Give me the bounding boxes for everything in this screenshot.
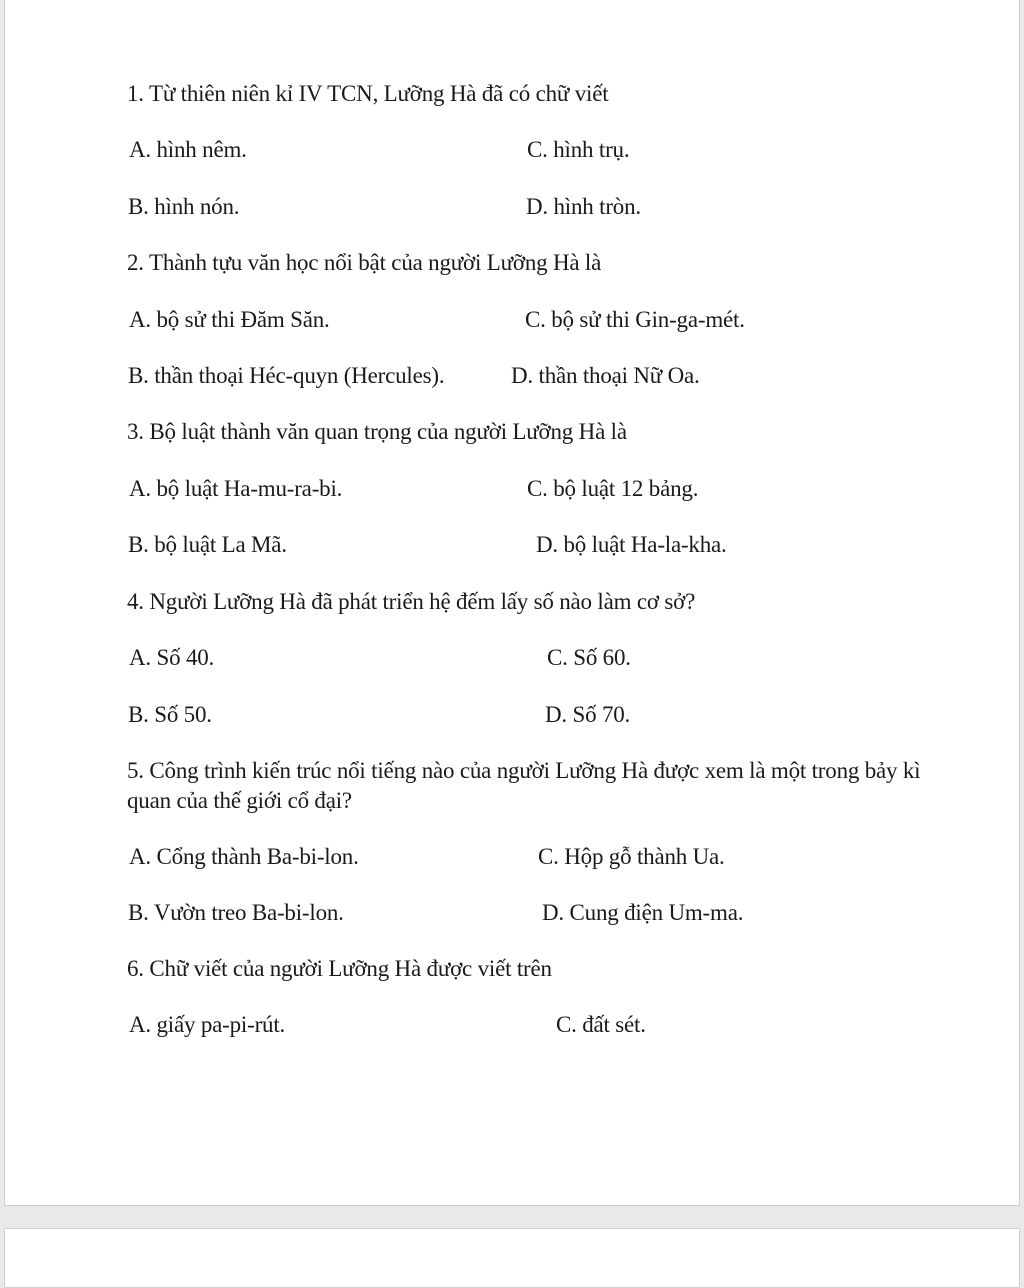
question-1: 1. Từ thiên niên kỉ IV TCN, Lưỡng Hà đã có chữ viết — [127, 81, 609, 106]
option-3c: C. bộ luật 12 bảng. — [527, 476, 699, 501]
option-2b: B. thần thoại Héc-quyn (Hercules). — [128, 363, 445, 388]
option-2c: C. bộ sử thi Gin-ga-mét. — [525, 307, 745, 332]
option-6c: C. đất sét. — [556, 1012, 646, 1037]
option-5a: A. Cổng thành Ba-bi-lon. — [129, 844, 359, 869]
document-page — [4, 0, 1020, 1206]
question-3: 3. Bộ luật thành văn quan trọng của người Lưỡng Hà là — [127, 419, 627, 444]
option-1a: A. hình nêm. — [129, 137, 247, 162]
option-1b: B. hình nón. — [128, 194, 240, 219]
option-3a: A. bộ luật Ha-mu-ra-bi. — [129, 476, 343, 501]
option-2a: A. bộ sử thi Đăm Săn. — [129, 307, 330, 332]
option-5b: B. Vườn treo Ba-bi-lon. — [128, 900, 344, 925]
option-3d: D. bộ luật Ha-la-kha. — [536, 532, 727, 557]
option-1c: C. hình trụ. — [527, 137, 630, 162]
option-3b: B. bộ luật La Mã. — [128, 532, 287, 557]
option-4a: A. Số 40. — [129, 645, 215, 670]
option-1d: D. hình tròn. — [526, 194, 641, 219]
option-4c: C. Số 60. — [547, 645, 631, 670]
option-4b: B. Số 50. — [128, 702, 212, 727]
question-4: 4. Người Lưỡng Hà đã phát triển hệ đếm lấy số nào làm cơ sở? — [127, 589, 696, 614]
next-page — [4, 1228, 1020, 1288]
question-5: 5. Công trình kiến trúc nổi tiếng nào của người Lưỡng Hà được xem là một trong bảy kì quan của thế giới cổ đại? — [127, 758, 921, 813]
option-4d: D. Số 70. — [545, 702, 631, 727]
option-5c: C. Hộp gỗ thành Ua. — [538, 844, 725, 869]
option-6a: A. giấy pa-pi-rút. — [129, 1012, 286, 1037]
question-6: 6. Chữ viết của người Lưỡng Hà được viết trên — [127, 956, 552, 981]
option-2d: D. thần thoại Nữ Oa. — [511, 363, 700, 388]
question-2: 2. Thành tựu văn học nổi bật của người Lưỡng Hà là — [127, 250, 602, 275]
option-5d: D. Cung điện Um-ma. — [542, 900, 744, 925]
